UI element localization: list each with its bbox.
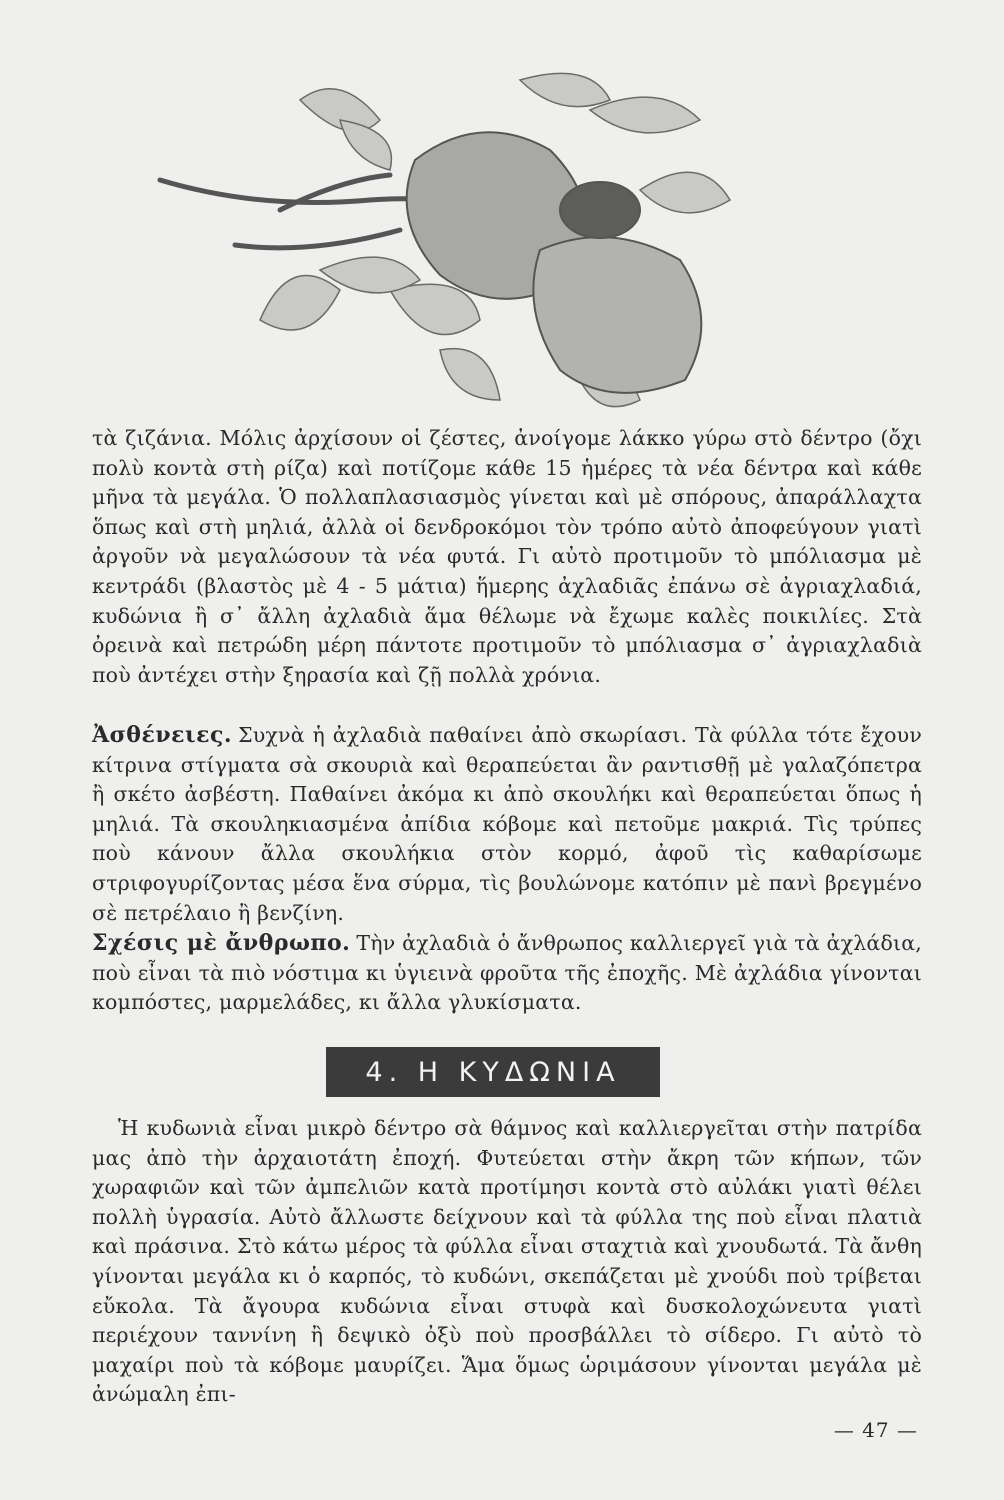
cultivation-text: τὰ ζιζάνια. Μόλις ἀρχίσουν οἱ ζέστες, ἀνοίγομε λάκκο γύρω στὸ δέντρο (ὄχι πολὺ κοντὰ στὴ ρίζα) καὶ ποτίζομε κάθε 15 ἡμέρες τὰ νέα δέντρα καὶ κάθε μῆνα τὰ μεγάλα. Ὁ πολλαπλασιασμὸς γίνεται καὶ μὲ σπόρους, ἀπαράλλαχτα ὅπως καὶ στὴ μηλιά, ἀλλὰ οἱ δενδροκόμοι τὸν τρόπο αὐτὸ ἀποφεύγουν γιατὶ ἀργοῦν νὰ μεγαλώσουν τὰ νέα φυτά. Γι αὐτὸ προτιμοῦν τὸ μπόλιασμα μὲ κεντράδι (βλαστὸς μὲ 4 - 5 μάτια) ἥμερης ἀχλαδιᾶς ἐπάνω σὲ ἀγριαχλαδιά, κυδώνια ἢ σ᾽ ἄλλη ἀχλαδιὰ ἅμα θέλωμε νὰ ἔχωμε καλὲς ποικιλίες. Στὰ ὀρεινὰ καὶ πετρώδη μέρη πάντοτε προτιμοῦν τὸ μπόλιασμα σ᾽ ἀγριαχλαδιὰ ποὺ ἀντέχει στὴν ξηρασία καὶ ζῇ πολλὰ χρόνια.	[92, 426, 922, 687]
quince-text: Ἡ κυδωνιὰ εἶναι μικρὸ δέντρο σὰ θάμνος καὶ καλλιεργεῖται στὴν πατρίδα μας ἀπὸ τὴν ἀρχαιοτάτη ἐποχή. Φυτεύεται στὴν ἄκρη τῶν κήπων, τῶν χωραφιῶν καὶ τῶν ἀμπελιῶν κατὰ προτίμησι κοντὰ στὸ αὐλάκι γιατὶ θέλει πολλὴ ὑγρασία. Αὐτὸ ἄλλωστε δείχνουν καὶ τὰ φύλλα της ποὺ εἶναι πλατιὰ καὶ πράσινα. Στὸ κάτω μέρος τὰ φύλλα εἶναι σταχτιὰ καὶ χνουδωτά. Τὰ ἄνθη γίνονται μεγάλα κι ὁ καρπός, τὸ κυδώνι, σκεπάζεται μὲ χνούδι ποὺ τρίβεται εὔκολα. Τὰ ἄγουρα κυδώνια εἶναι στυφὰ καὶ δυσκολοχώνευτα γιατὶ περιέχουν ταννίνη ἢ δεψικὸ ὀξὺ ποὺ προσβάλλει τὸ σίδερο. Γι αὐτὸ τὸ μαχαίρι ποὺ τὰ κόβομε μαυρίζει. Ἅμα ὅμως ὡριμάσουν γίνονται μεγάλα μὲ ἀνώμαλη ἐπι-	[92, 1116, 922, 1407]
cultivation-paragraph	[92, 424, 922, 690]
section-title: 4. Η ΚΥΔΩΝΙΑ	[326, 1047, 660, 1097]
relation-heading: Σχέσις μὲ ἄνθρωπο.	[92, 930, 351, 956]
quince-paragraph	[92, 1114, 922, 1410]
relation-text: Τὴν ἀχλαδιὰ ὁ ἄνθρωπος καλλιεργεῖ γιὰ τὰ ἀχλάδια, ποὺ εἶναι τὰ πιὸ νόστιμα κι ὑγιεινὰ φροῦτα τῆς ἐποχῆς. Μὲ ἀχλάδια γίνονται κομπόστες, μαρμελάδες, κι ἄλλα γλυκίσματα.	[92, 931, 922, 1015]
diseases-paragraph	[92, 721, 922, 928]
diseases-heading: Ἀσθένειες.	[92, 722, 233, 748]
page-number: — 47 —	[833, 1418, 918, 1442]
pear-branch-illustration	[140, 60, 940, 430]
relation-paragraph	[92, 929, 922, 1018]
diseases-text: Συχνὰ ἡ ἀχλαδιὰ παθαίνει ἀπὸ σκωρίασι. Τὰ φύλλα τότε ἔχουν κίτρινα στίγματα σὰ σκουριὰ καὶ θεραπεύεται ἂν ραντισθῇ μὲ γαλαζόπετρα ἢ σκέτο ἀσβέστη. Παθαίνει ἀκόμα κι ἀπὸ σκουλήκι καὶ θεραπεύεται ὅπως ἡ μηλιά. Τὰ σκουληκιασμένα ἀπίδια κόβομε καὶ πετοῦμε μακριά. Τὶς τρύπες ποὺ κάνουν ἄλλα σκουλήκια στὸν κορμό, ἀφοῦ τὶς καθαρίσωμε στριφογυρίζοντας μέσα ἕνα σύρμα, τὶς βουλώνομε κατόπιν μὲ πανὶ βρεγμένο σὲ πετρέλαιο ἢ βενζίνη.	[92, 723, 922, 925]
